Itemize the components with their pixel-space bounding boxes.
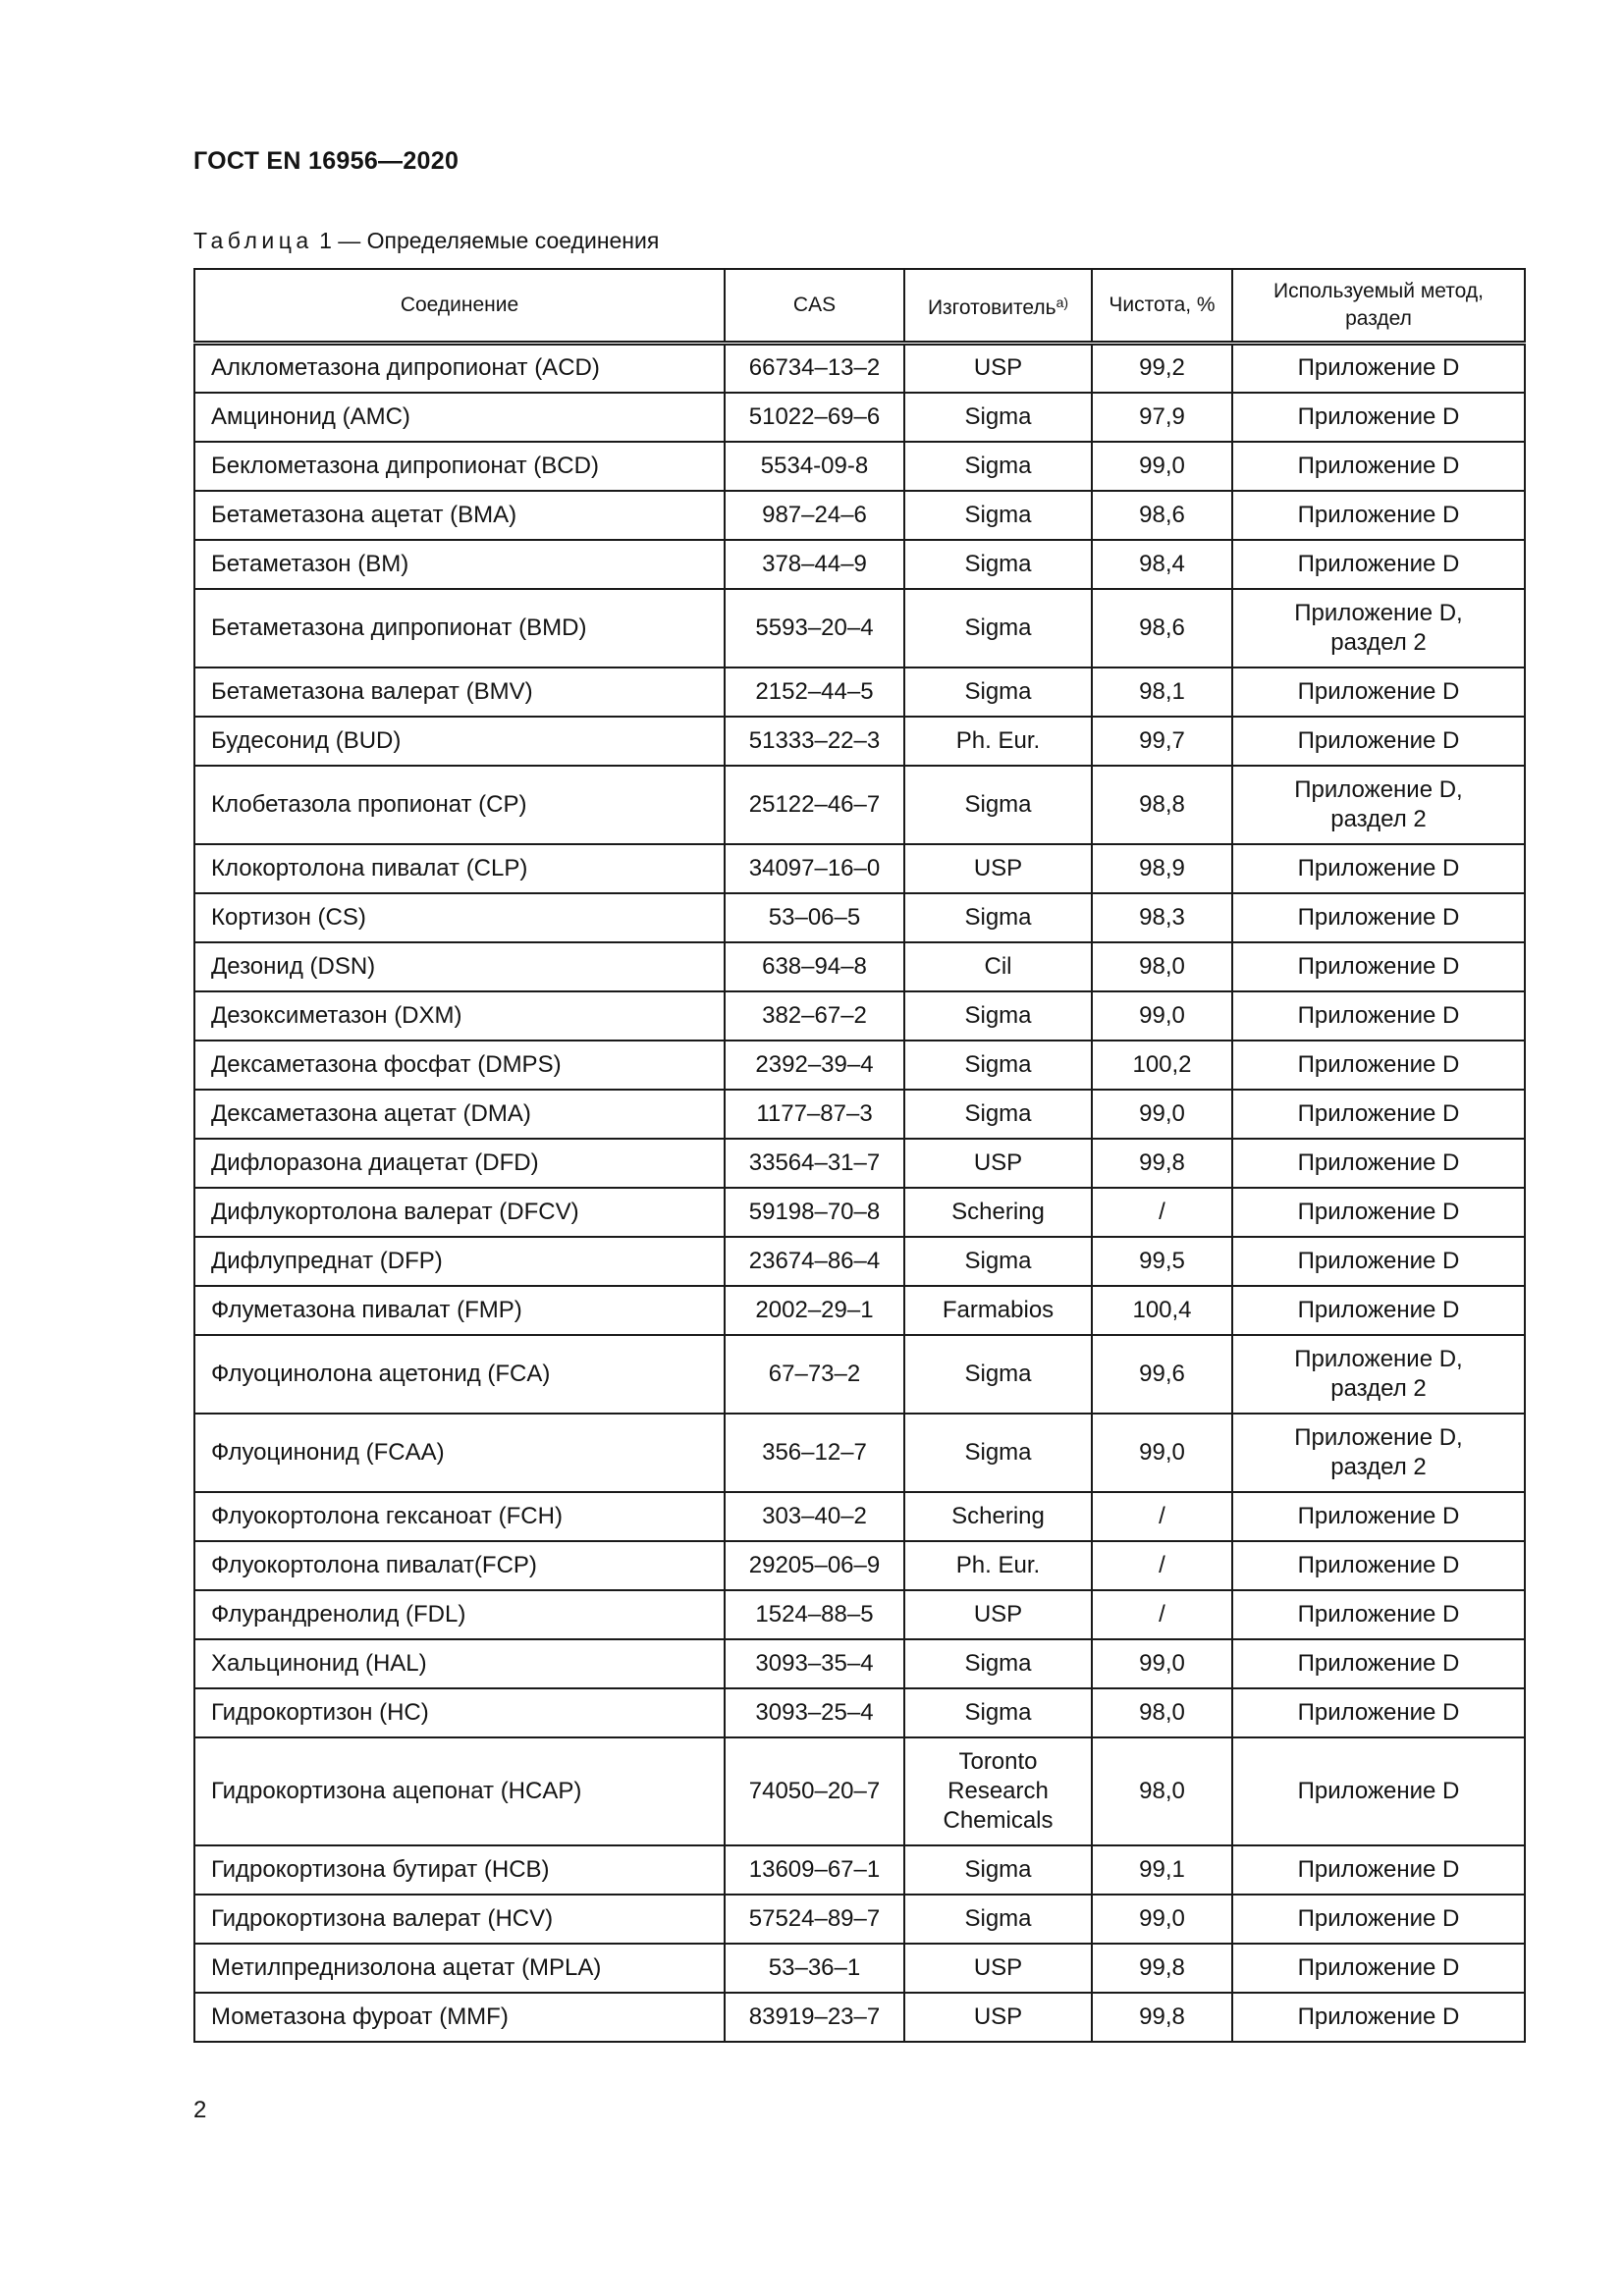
cell-method: Приложение D: [1232, 442, 1525, 491]
cell-method: Приложение D: [1232, 667, 1525, 717]
cell-manufacturer: Sigma: [904, 1041, 1092, 1090]
cell-purity: 98,6: [1092, 589, 1232, 667]
cell-manufacturer: Sigma: [904, 1639, 1092, 1688]
cell-cas: 1177–87–3: [725, 1090, 904, 1139]
cell-compound: Флуметазона пивалат (FMP): [194, 1286, 725, 1335]
table-row: [194, 491, 1525, 540]
cell-compound: Клобетазола пропионат (CP): [194, 766, 725, 844]
cell-method: Приложение D: [1232, 1541, 1525, 1590]
cell-purity: 98,4: [1092, 540, 1232, 589]
cell-manufacturer: Ph. Eur.: [904, 1541, 1092, 1590]
cell-method: Приложение D: [1232, 1090, 1525, 1139]
cell-cas: 57524–89–7: [725, 1895, 904, 1944]
cell-cas: 53–06–5: [725, 893, 904, 942]
cell-purity: 98,6: [1092, 491, 1232, 540]
table-row: [194, 1286, 1525, 1335]
table-row: [194, 540, 1525, 589]
cell-cas: 382–67–2: [725, 991, 904, 1041]
cell-cas: 5593–20–4: [725, 589, 904, 667]
cell-manufacturer: Ph. Eur.: [904, 717, 1092, 766]
cell-compound: Гидрокортизона ацепонат (HCAP): [194, 1737, 725, 1845]
cell-method: Приложение D: [1232, 1237, 1525, 1286]
cell-purity: 99,0: [1092, 1895, 1232, 1944]
header-cas: CAS: [725, 269, 904, 344]
cell-compound: Дифлоразона диацетат (DFD): [194, 1139, 725, 1188]
cell-method: Приложение D: [1232, 717, 1525, 766]
cell-method: Приложение D, раздел 2: [1232, 1335, 1525, 1414]
cell-method: Приложение D: [1232, 991, 1525, 1041]
cell-compound: Гидрокортизон (HC): [194, 1688, 725, 1737]
table-row: [194, 1237, 1525, 1286]
cell-cas: 356–12–7: [725, 1414, 904, 1492]
document-standard-id: ГОСТ EN 16956—2020: [193, 147, 460, 175]
table-row: [194, 1993, 1525, 2042]
table-row: [194, 393, 1525, 442]
cell-purity: 99,8: [1092, 1139, 1232, 1188]
cell-compound: Дифлукортолона валерат (DFCV): [194, 1188, 725, 1237]
cell-compound: Флуокортолона гексаноат (FCH): [194, 1492, 725, 1541]
cell-purity: 99,5: [1092, 1237, 1232, 1286]
cell-manufacturer: Sigma: [904, 540, 1092, 589]
cell-purity: 99,0: [1092, 442, 1232, 491]
cell-manufacturer: Sigma: [904, 491, 1092, 540]
cell-manufacturer: Sigma: [904, 1414, 1092, 1492]
cell-compound: Клокортолона пивалат (CLP): [194, 844, 725, 893]
cell-purity: 98,0: [1092, 942, 1232, 991]
cell-purity: /: [1092, 1188, 1232, 1237]
cell-purity: /: [1092, 1492, 1232, 1541]
cell-manufacturer: USP: [904, 344, 1092, 393]
cell-cas: 1524–88–5: [725, 1590, 904, 1639]
cell-purity: /: [1092, 1541, 1232, 1590]
table-header-row: [194, 269, 1525, 344]
cell-method: Приложение D: [1232, 1188, 1525, 1237]
cell-manufacturer: Sigma: [904, 1090, 1092, 1139]
cell-cas: 51022–69–6: [725, 393, 904, 442]
table-row: [194, 844, 1525, 893]
cell-method: Приложение D: [1232, 1639, 1525, 1688]
cell-method: Приложение D: [1232, 1737, 1525, 1845]
cell-cas: 2002–29–1: [725, 1286, 904, 1335]
table-row: [194, 1737, 1525, 1845]
table-body: [194, 344, 1525, 2042]
cell-cas: 74050–20–7: [725, 1737, 904, 1845]
cell-method: Приложение D: [1232, 942, 1525, 991]
cell-cas: 59198–70–8: [725, 1188, 904, 1237]
cell-manufacturer: USP: [904, 1590, 1092, 1639]
cell-purity: 97,9: [1092, 393, 1232, 442]
table-row: [194, 589, 1525, 667]
cell-purity: 99,7: [1092, 717, 1232, 766]
cell-compound: Флуокортолона пивалат(FCP): [194, 1541, 725, 1590]
cell-cas: 53–36–1: [725, 1944, 904, 1993]
table-caption: [193, 228, 659, 254]
cell-cas: 33564–31–7: [725, 1139, 904, 1188]
cell-manufacturer: Schering: [904, 1492, 1092, 1541]
table-row: [194, 1041, 1525, 1090]
cell-method: Приложение D: [1232, 540, 1525, 589]
table-row: [194, 1944, 1525, 1993]
cell-purity: 99,0: [1092, 991, 1232, 1041]
table-row: [194, 1590, 1525, 1639]
cell-cas: 83919–23–7: [725, 1993, 904, 2042]
cell-purity: 99,8: [1092, 1993, 1232, 2042]
cell-compound: Дезонид (DSN): [194, 942, 725, 991]
cell-cas: 67–73–2: [725, 1335, 904, 1414]
cell-purity: 99,6: [1092, 1335, 1232, 1414]
cell-compound: Хальцинонид (HAL): [194, 1639, 725, 1688]
cell-purity: 98,0: [1092, 1688, 1232, 1737]
cell-compound: Кортизон (CS): [194, 893, 725, 942]
table-row: [194, 1845, 1525, 1895]
cell-compound: Флурандренолид (FDL): [194, 1590, 725, 1639]
cell-method: Приложение D, раздел 2: [1232, 589, 1525, 667]
header-purity: Чистота, %: [1092, 269, 1232, 344]
cell-method: Приложение D: [1232, 893, 1525, 942]
cell-compound: Дексаметазона ацетат (DMA): [194, 1090, 725, 1139]
cell-compound: Флуоцинолона ацетонид (FCA): [194, 1335, 725, 1414]
cell-manufacturer: Sigma: [904, 1237, 1092, 1286]
cell-manufacturer: Sigma: [904, 393, 1092, 442]
table-caption-title: 1 — Определяемые соединения: [312, 228, 660, 253]
cell-purity: 99,0: [1092, 1414, 1232, 1492]
cell-purity: 98,9: [1092, 844, 1232, 893]
cell-compound: Алклометазона дипропионат (ACD): [194, 344, 725, 393]
cell-manufacturer: Cil: [904, 942, 1092, 991]
table-row: [194, 1188, 1525, 1237]
cell-compound: Бетаметазона дипропионат (BMD): [194, 589, 725, 667]
cell-compound: Дезоксиметазон (DXM): [194, 991, 725, 1041]
cell-purity: 99,8: [1092, 1944, 1232, 1993]
cell-cas: 2152–44–5: [725, 667, 904, 717]
table-row: [194, 1492, 1525, 1541]
cell-manufacturer: USP: [904, 1139, 1092, 1188]
cell-purity: 98,3: [1092, 893, 1232, 942]
cell-method: Приложение D: [1232, 1895, 1525, 1944]
table-row: [194, 1639, 1525, 1688]
cell-cas: 3093–35–4: [725, 1639, 904, 1688]
cell-purity: 98,8: [1092, 766, 1232, 844]
cell-compound: Беклометазона дипропионат (BCD): [194, 442, 725, 491]
cell-compound: Дифлупреднат (DFP): [194, 1237, 725, 1286]
cell-method: Приложение D: [1232, 1139, 1525, 1188]
cell-method: Приложение D: [1232, 1286, 1525, 1335]
cell-cas: 303–40–2: [725, 1492, 904, 1541]
cell-compound: Бетаметазона валерат (BMV): [194, 667, 725, 717]
cell-manufacturer: Sigma: [904, 1335, 1092, 1414]
cell-compound: Будесонид (BUD): [194, 717, 725, 766]
cell-cas: 29205–06–9: [725, 1541, 904, 1590]
cell-manufacturer: Schering: [904, 1188, 1092, 1237]
cell-manufacturer: Sigma: [904, 1895, 1092, 1944]
table-row: [194, 1414, 1525, 1492]
cell-cas: 51333–22–3: [725, 717, 904, 766]
cell-cas: 13609–67–1: [725, 1845, 904, 1895]
cell-method: Приложение D: [1232, 491, 1525, 540]
cell-compound: Гидрокортизона валерат (HCV): [194, 1895, 725, 1944]
cell-manufacturer: Sigma: [904, 893, 1092, 942]
cell-cas: 987–24–6: [725, 491, 904, 540]
table-caption-label: Таблица: [193, 228, 313, 253]
cell-manufacturer: Sigma: [904, 1688, 1092, 1737]
cell-manufacturer: Sigma: [904, 589, 1092, 667]
table-row: [194, 344, 1525, 393]
cell-purity: 99,2: [1092, 344, 1232, 393]
table-row: [194, 1090, 1525, 1139]
cell-manufacturer: USP: [904, 1993, 1092, 2042]
cell-manufacturer: Sigma: [904, 442, 1092, 491]
cell-cas: 2392–39–4: [725, 1041, 904, 1090]
cell-method: Приложение D, раздел 2: [1232, 766, 1525, 844]
cell-method: Приложение D: [1232, 393, 1525, 442]
table-row: [194, 942, 1525, 991]
cell-method: Приложение D: [1232, 1993, 1525, 2042]
table-row: [194, 1335, 1525, 1414]
cell-cas: 5534-09-8: [725, 442, 904, 491]
cell-method: Приложение D, раздел 2: [1232, 1414, 1525, 1492]
footnote-marker: а): [1056, 294, 1069, 310]
cell-purity: 99,0: [1092, 1090, 1232, 1139]
table-row: [194, 893, 1525, 942]
cell-method: Приложение D: [1232, 844, 1525, 893]
cell-compound: Амцинонид (AMC): [194, 393, 725, 442]
cell-compound: Мометазона фуроат (MMF): [194, 1993, 725, 2042]
compounds-table: [193, 268, 1526, 2043]
header-manufacturer: [904, 269, 1092, 344]
cell-cas: 34097–16–0: [725, 844, 904, 893]
cell-manufacturer: Sigma: [904, 667, 1092, 717]
cell-manufacturer: USP: [904, 844, 1092, 893]
header-manufacturer-label: Изготовитель: [927, 296, 1056, 319]
cell-compound: Дексаметазона фосфат (DMPS): [194, 1041, 725, 1090]
header-method: Используемый метод, раздел: [1232, 269, 1525, 344]
table-row: [194, 1541, 1525, 1590]
cell-purity: 98,0: [1092, 1737, 1232, 1845]
cell-purity: /: [1092, 1590, 1232, 1639]
cell-manufacturer: Toronto Research Chemicals: [904, 1737, 1092, 1845]
header-compound: Соединение: [194, 269, 725, 344]
table-row: [194, 667, 1525, 717]
cell-purity: 99,0: [1092, 1639, 1232, 1688]
table-row: [194, 1895, 1525, 1944]
cell-compound: Метилпреднизолона ацетат (MPLA): [194, 1944, 725, 1993]
cell-method: Приложение D: [1232, 1944, 1525, 1993]
cell-method: Приложение D: [1232, 1688, 1525, 1737]
cell-purity: 100,2: [1092, 1041, 1232, 1090]
cell-method: Приложение D: [1232, 1590, 1525, 1639]
cell-compound: Гидрокортизона бутират (HCB): [194, 1845, 725, 1895]
table-row: [194, 442, 1525, 491]
cell-compound: Бетаметазон (BM): [194, 540, 725, 589]
cell-cas: 25122–46–7: [725, 766, 904, 844]
cell-manufacturer: Farmabios: [904, 1286, 1092, 1335]
cell-method: Приложение D: [1232, 1845, 1525, 1895]
cell-manufacturer: USP: [904, 1944, 1092, 1993]
cell-purity: 98,1: [1092, 667, 1232, 717]
table-row: [194, 1688, 1525, 1737]
cell-cas: 23674–86–4: [725, 1237, 904, 1286]
cell-method: Приложение D: [1232, 344, 1525, 393]
cell-cas: 638–94–8: [725, 942, 904, 991]
cell-method: Приложение D: [1232, 1041, 1525, 1090]
cell-manufacturer: Sigma: [904, 1845, 1092, 1895]
page-number: 2: [193, 2097, 207, 2123]
table-row: [194, 766, 1525, 844]
cell-cas: 66734–13–2: [725, 344, 904, 393]
cell-purity: 100,4: [1092, 1286, 1232, 1335]
table-row: [194, 991, 1525, 1041]
table-row: [194, 1139, 1525, 1188]
table-row: [194, 717, 1525, 766]
cell-purity: 99,1: [1092, 1845, 1232, 1895]
cell-cas: 378–44–9: [725, 540, 904, 589]
cell-compound: Бетаметазона ацетат (BMA): [194, 491, 725, 540]
cell-method: Приложение D: [1232, 1492, 1525, 1541]
cell-compound: Флуоцинонид (FCAA): [194, 1414, 725, 1492]
cell-manufacturer: Sigma: [904, 766, 1092, 844]
cell-manufacturer: Sigma: [904, 991, 1092, 1041]
cell-cas: 3093–25–4: [725, 1688, 904, 1737]
